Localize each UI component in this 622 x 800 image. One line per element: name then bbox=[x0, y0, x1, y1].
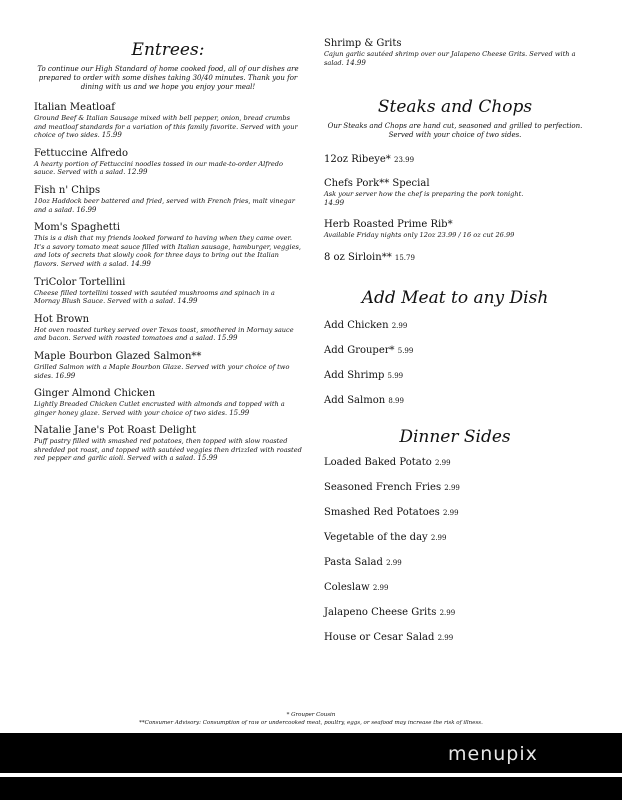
sides-title: Dinner Sides bbox=[399, 426, 511, 447]
item-name: Italian Meatloaf bbox=[34, 102, 115, 113]
watermark-logo: menupix bbox=[448, 743, 538, 765]
item-desc: Ask your server how the chef is preparing the pork tonight. 14.99 bbox=[324, 190, 524, 207]
item-price: 2.99 bbox=[430, 533, 447, 542]
item-desc: Cajun garlic sautéed shrimp over our Jalapeno Cheese Grits. Served with a salad. 14.99 bbox=[324, 50, 576, 67]
item-name: Natalie Jane's Pot Roast Delight bbox=[34, 425, 197, 437]
item-price: 14.99 bbox=[345, 58, 366, 67]
footer-notes bbox=[0, 711, 622, 727]
list-item: Jalapeno Cheese Grits 2.99 bbox=[324, 606, 456, 618]
item-price: 23.99 bbox=[394, 156, 415, 165]
item-name: Chefs Pork** Special bbox=[324, 178, 430, 190]
list-item: Vegetable of the day 2.99 bbox=[324, 531, 447, 543]
item-name: Hot Brown bbox=[34, 313, 90, 325]
item-name: 12oz Ribeye* 23.99 bbox=[324, 154, 415, 166]
item-price: 2.99 bbox=[372, 583, 389, 592]
item-name: TriColor Tortellini bbox=[34, 276, 126, 288]
item-desc: Grilled Salmon with a Maple Bourbon Glaze. Served with your choice of two sides. 16.99 bbox=[34, 362, 290, 380]
item-price: 16.99 bbox=[76, 205, 97, 214]
item-price: 16.99 bbox=[55, 371, 76, 380]
menu-item bbox=[34, 277, 302, 306]
entrees-intro: To continue our High Standard of home cooked food, all of our dishes are prepared to order with some dishes taking 30/40 minutes. Thank you for dining with us and we hope you enjoy your meal! bbox=[37, 65, 299, 91]
steaks-title: Steaks and Chops bbox=[377, 97, 533, 118]
item-desc: 10oz Haddock beer battered and fried, served with French fries, malt vinegar and a salad. 16.99 bbox=[34, 196, 295, 214]
item-price: 15.79 bbox=[394, 253, 415, 262]
item-desc: Cheese filled tortellini tossed with sautéed mushrooms and spinach in a Mornay Blush Sauce. Served with a salad. 14.99 bbox=[34, 288, 275, 306]
menu-item bbox=[34, 351, 302, 380]
item-price: 2.99 bbox=[437, 633, 454, 642]
list-item: Coleslaw 2.99 bbox=[324, 581, 389, 593]
item-name: Ginger Almond Chicken bbox=[34, 388, 156, 400]
menu-item bbox=[34, 185, 302, 214]
item-price: 2.99 bbox=[439, 608, 456, 617]
menu-item bbox=[324, 219, 586, 240]
item-price: 8.99 bbox=[388, 396, 404, 405]
item-desc: Ground Beef & Italian Sausage mixed with bell pepper, onion, bread crumbs and meatloaf standards for a variation of this family favorite. Served with your choice of two sides. 15.99 bbox=[34, 114, 298, 140]
item-name: Mom's Spaghetti bbox=[34, 222, 121, 234]
item-price: 5.99 bbox=[387, 371, 404, 380]
list-item: Add Shrimp 5.99 bbox=[324, 369, 404, 381]
menu-item-shrimp-grits bbox=[324, 38, 586, 67]
item-desc: Hot oven roasted turkey served over Texas toast, smothered in Mornay sauce and bacon. Served with roasted tomatoes and a salad. 15.99 bbox=[34, 325, 294, 343]
item-price: 15.99 bbox=[101, 131, 122, 140]
add-meat-list bbox=[324, 320, 586, 407]
item-price: 15.99 bbox=[229, 408, 250, 417]
list-item: Pasta Salad 2.99 bbox=[324, 556, 402, 568]
add-meat-title: Add Meat to any Dish bbox=[361, 287, 549, 308]
item-name: Fettuccine Alfredo bbox=[34, 147, 128, 159]
sides-list bbox=[324, 457, 586, 644]
item-price: 12.99 bbox=[127, 168, 148, 177]
item-desc: Available Friday nights only 12oz 23.99 / 16 oz cut 26.99 bbox=[324, 231, 515, 240]
menu-item bbox=[34, 102, 302, 140]
item-price: 14.99 bbox=[324, 198, 345, 207]
item-desc: This is a dish that my friends looked forward to having when they came over. It's a savory tomato meat sauce filled with Italian sausage, hamburger, veggies, and lots of secrets that slowly cook for three days to bring out the Italian flavors. Served with a salad. 14.99 bbox=[34, 234, 301, 268]
menu-item bbox=[34, 425, 302, 463]
list-item: Add Grouper* 5.99 bbox=[324, 344, 414, 356]
item-price: 2.99 bbox=[434, 458, 451, 467]
item-desc: Puff pastry filled with smashed red potatoes, then topped with slow roasted shredded pot roast, and topped with sautéed veggies then drizzled with roasted red pepper and garlic aioli. Served with a salad. 15.99 bbox=[34, 437, 302, 463]
steaks-intro: Our Steaks and Chops are hand cut, seasoned and grilled to perfection. Served with your choice of two sides. bbox=[327, 122, 583, 140]
divider bbox=[0, 773, 622, 777]
item-name: Shrimp & Grits bbox=[324, 38, 402, 49]
menu-item bbox=[324, 178, 586, 207]
item-price: 14.99 bbox=[130, 259, 151, 268]
list-item: Add Salmon 8.99 bbox=[324, 394, 404, 406]
item-name: Maple Bourbon Glazed Salmon** bbox=[34, 350, 202, 362]
item-price: 15.99 bbox=[217, 334, 238, 343]
item-desc: A hearty portion of Fettuccini noodles tossed in our made-to-order Alfredo sauce. Served with a salad. 12.99 bbox=[34, 159, 283, 177]
list-item: Add Chicken 2.99 bbox=[324, 319, 408, 331]
menu-item bbox=[34, 314, 302, 343]
menu-item bbox=[34, 222, 302, 268]
entrees-title: Entrees: bbox=[131, 40, 205, 60]
item-price: 14.99 bbox=[177, 297, 198, 306]
item-price: 2.99 bbox=[444, 483, 460, 492]
list-item: Loaded Baked Potato 2.99 bbox=[324, 456, 451, 468]
footer-line-1: * Grouper Cousin bbox=[286, 712, 336, 718]
menu-item bbox=[34, 388, 302, 417]
list-item: House or Cesar Salad 2.99 bbox=[324, 631, 454, 643]
footer-line-2: **Consumer Advisory: Consumption of raw or undercooked meat, poultry, eggs, or seafood may increase the risk of illness. bbox=[139, 720, 483, 726]
menu-item bbox=[324, 154, 586, 166]
entrees-column bbox=[34, 40, 302, 471]
right-column bbox=[324, 38, 586, 657]
item-price: 2.99 bbox=[386, 558, 402, 567]
item-desc: Lightly Breaded Chicken Cutlet encrusted with almonds and topped with a ginger honey glaze. Served with your choice of two sides. 15.99 bbox=[34, 400, 285, 417]
item-name: Herb Roasted Prime Rib* bbox=[324, 219, 453, 231]
item-price: 2.99 bbox=[391, 321, 408, 330]
item-price: 15.99 bbox=[197, 454, 218, 463]
list-item: Seasoned French Fries 2.99 bbox=[324, 481, 460, 493]
item-price: 5.99 bbox=[397, 346, 414, 355]
item-name: Fish n' Chips bbox=[34, 184, 101, 196]
menu-item bbox=[34, 148, 302, 177]
item-name: 8 oz Sirloin** 15.79 bbox=[324, 251, 415, 263]
item-price: 2.99 bbox=[443, 508, 459, 517]
list-item: Smashed Red Potatoes 2.99 bbox=[324, 506, 459, 518]
menu-item bbox=[324, 252, 586, 264]
